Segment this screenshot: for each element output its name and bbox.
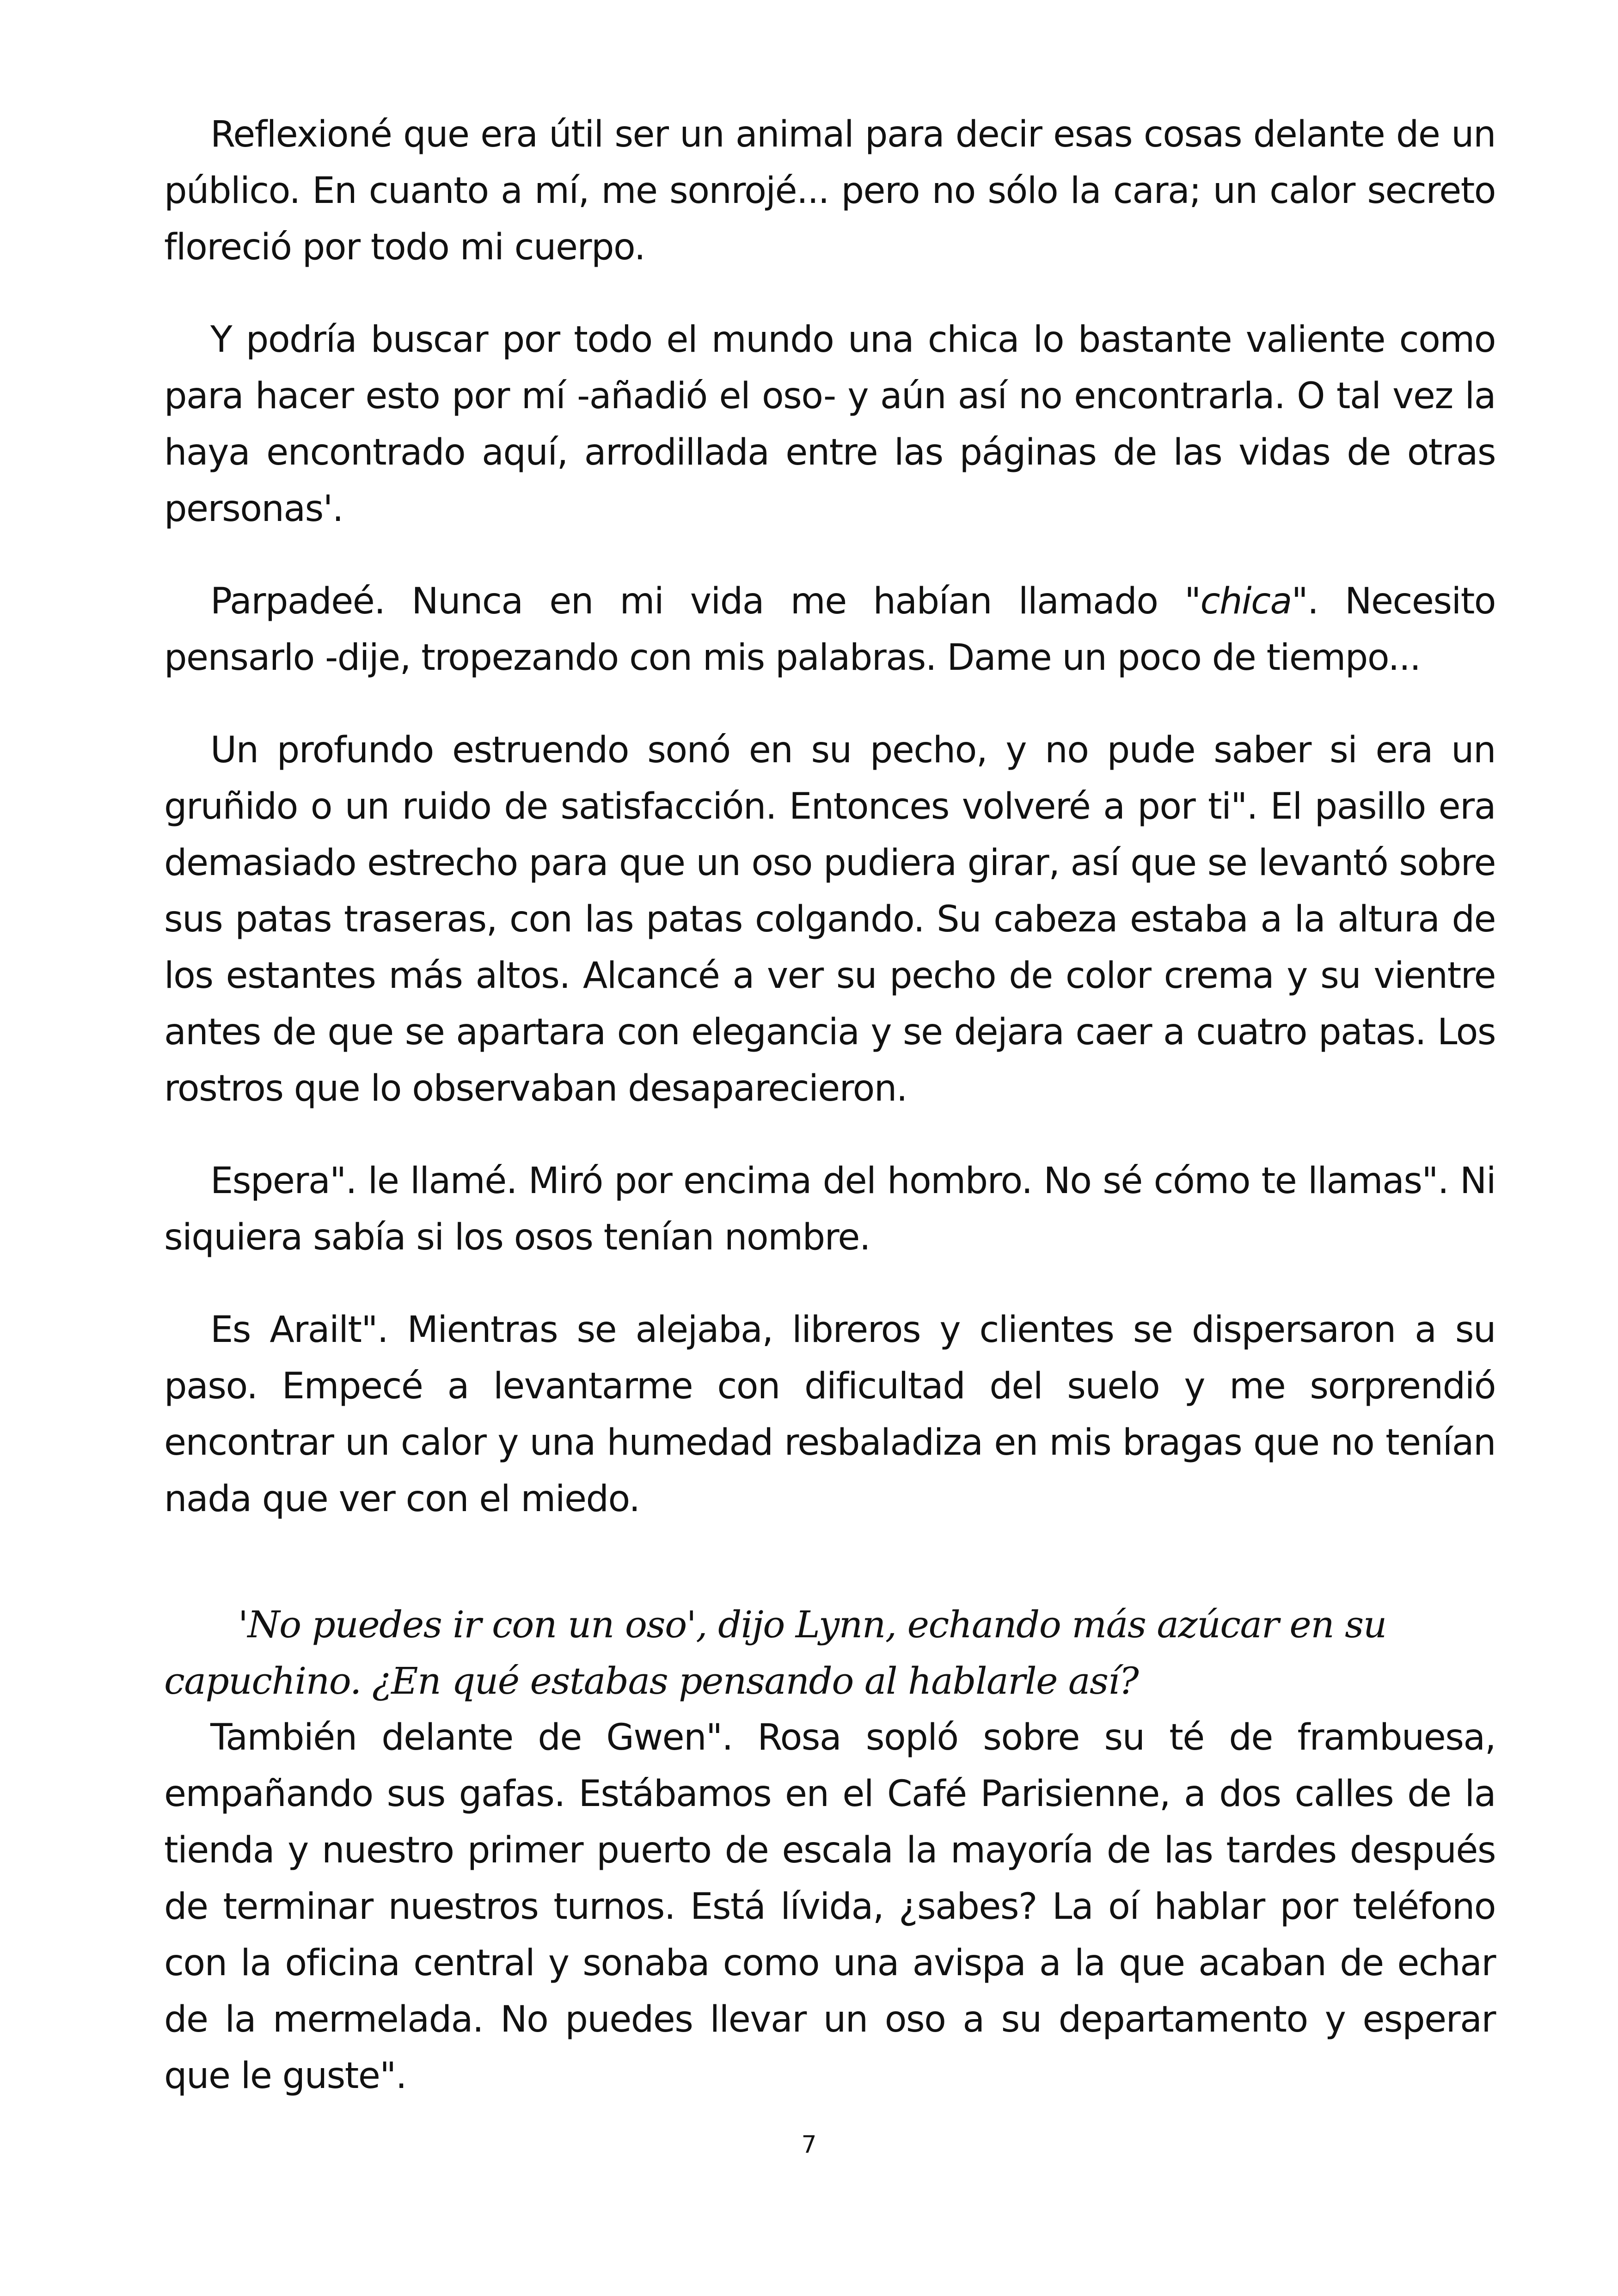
paragraph-5: Espera". le llamé. Miró por encima del hombro. No sé cómo te llamas". Ni siquiera sabía si los osos tenían nombre. bbox=[164, 1160, 1495, 1258]
italic-dialogue-paragraph: 'No puedes ir con un oso', dijo Lynn, echando más azúcar en su capuchino. ¿En qué estabas pensando al hablarle así? bbox=[164, 1603, 1386, 1702]
book-page bbox=[164, 106, 1495, 2186]
paragraph-3-end: . Necesito pensarlo -dije, tropezando con mis palabras. Dame un poco de tiempo... bbox=[164, 581, 1496, 679]
paragraph-1: Reflexioné que era útil ser un animal para decir esas cosas delante de un público. En cuanto a mí, me sonrojé... pero no sólo la cara; un calor secreto floreció por todo mi cuerpo. bbox=[164, 114, 1495, 268]
final-paragraph: También delante de Gwen". Rosa sopló sobre su té de frambuesa, empañando sus gafas. Estábamos en el Café Parisienne, a dos calles de la tienda y nuestro primer puerto de escala la mayoría de las tardes después de terminar nuestros turnos. Está lívida, ¿sabes? La oí hablar por teléfono con la oficina central y sonaba como una avispa a la que acaban de echar de la mermelada. No puedes llevar un oso a su departamento y esperar que le guste". bbox=[164, 1717, 1495, 2097]
paragraph-3-start: Parpadeé. Nunca en mi vida me habían llamado bbox=[210, 581, 1185, 622]
emphasized-word: "chica" bbox=[1184, 581, 1308, 622]
paragraph-2: Y podría buscar por todo el mundo una chica lo bastante valiente como para hacer esto por mí -añadió el oso- y aún así no encontrarla. O tal vez la haya encontrado aquí, arrodillada entre las páginas de las vidas de otras personas'. bbox=[164, 319, 1495, 530]
paragraph-4: Un profundo estruendo sonó en su pecho, y no pude saber si era un gruñido o un ruido de satisfacción. Entonces volveré a por ti". El pasillo era demasiado estrecho para que un oso pudiera girar, así que se levantó sobre sus patas traseras, con las patas colgando. Su cabeza estaba a la altura de los estantes más altos. Alcancé a ver su pecho de color crema y su vientre antes de que se apartara con elegancia y se dejara caer a cuatro patas. Los rostros que lo observaban desaparecieron. bbox=[164, 729, 1495, 1109]
paragraph-6: Es Arailt". Mientras se alejaba, libreros y clientes se dispersaron a su paso. Empecé a levantarme con dificultad del suelo y me sorprendió encontrar un calor y una humedad resbaladiza en mis bragas que no tenían nada que ver con el miedo. bbox=[164, 1309, 1495, 1520]
page-number: 7 bbox=[801, 2131, 817, 2159]
paragraph-3 bbox=[164, 573, 1495, 686]
